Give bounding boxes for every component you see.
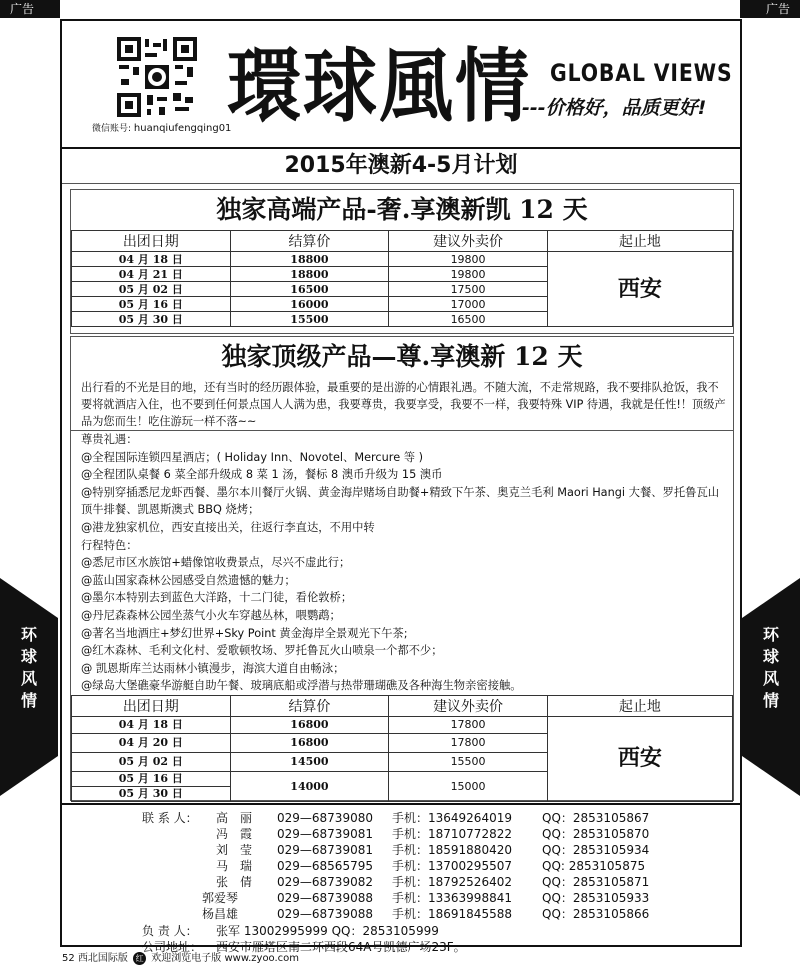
- header-retail: 建议外卖价: [389, 231, 548, 252]
- table-row: 05 月 30 日: [72, 786, 733, 801]
- footer-link[interactable]: 欢迎浏览电子版 www.zyoo.com: [151, 953, 300, 964]
- detail-line: @丹尼森森林公园坐蒸气小火车穿越丛林，喂鹦鹉；: [81, 608, 341, 622]
- ad-frame: [60, 19, 742, 954]
- product-intro: 出行看的不光是目的地，还有当时的经历跟体验，最重要的是出游的心情跟礼遇。不随大流，不走常规路，我不要排队抢饭，我不要将就酒店入住，也不要到任何景点国人人满为患，我要尊贵，我要享受，我要不一样，我要特殊 VIP 待遇，我就是任性!！顶级产品为您而生！吃住游玩一样不落~~: [71, 377, 733, 431]
- destination: 西安: [547, 716, 732, 801]
- table-row: 05 月 16 日 16000 17000: [72, 297, 733, 312]
- product-title-1: 独家高端产品-奢.享澳新凯 12 天: [216, 195, 588, 224]
- brand-slogan: ---价格好，品质更好!: [522, 97, 707, 119]
- qr-code-icon[interactable]: [117, 37, 197, 117]
- detail-line: 尊贵礼遇：: [81, 433, 138, 446]
- brand-logo-title: 環球風情: [227, 40, 531, 134]
- contacts: 联 系 人： 高 丽 029—68739080 手机：13649264019 QQ：2853105867 冯 霞 029—68739081 手机：18710772822 QQ：2853105870 刘 莹 029—68739081 手机：18591880420 QQ：2853105934 马 瑞 029—68565795 手机：13700295507 QQ: 2853105875 张 倩 029—68739082 手机：18792526402 QQ：2853105871 郭爱琴 029—68739088 手机：13363998841 QQ：2853105933 杨昌雄 029—68739088 手机：18691845588 QQ：2853105866 负 责 人： 张军 13002995999 QQ：2853105999 公司地址： 西安市雁塔区南二环西段64A号凯德广场23F。: [62, 803, 740, 947]
- side-char: 情: [762, 691, 779, 710]
- detail-line: @全程团队桌餐 6 菜全部升级成 8 菜 1 汤，餐标 8 澳币升级为 15 澳币: [81, 468, 443, 482]
- detail-line: @悉尼市区水族馆+蜡像馆收费景点，尽兴不虚此行；: [81, 556, 351, 570]
- price-table-2: [71, 695, 733, 802]
- price-table-1: [71, 230, 733, 327]
- red-badge-icon: 红: [133, 952, 146, 965]
- detail-line: @著名当地酒庄+梦幻世界+Sky Point 黄金海岸全景观光下午茶;: [81, 626, 408, 640]
- product-section-2: [70, 336, 734, 801]
- product-section-1: [70, 189, 734, 334]
- wechat-account: 微信账号: huanqiufengqing01: [92, 123, 232, 134]
- side-char: 环: [20, 625, 37, 644]
- table-row: 04 月 18 日 16800 17800 西安: [72, 716, 733, 733]
- detail-line: @港龙独家机位，西安直接出关，往返行李直达，不用中转: [81, 520, 375, 534]
- page-number: 52: [62, 953, 75, 964]
- header-retail: 建议外卖价: [389, 695, 548, 716]
- table-row: 04 月 21 日 18800 19800: [72, 267, 733, 282]
- side-char: 球: [762, 647, 779, 666]
- brand-english: GLOBAL VIEWS: [550, 59, 733, 87]
- side-char: 风: [20, 669, 37, 688]
- detail-line: @墨尔本特别去到蓝色大洋路，十二门徒，看伦敦桥；: [81, 591, 353, 605]
- ad-label-right: 广告: [740, 0, 800, 18]
- edition: 西北国际版: [77, 953, 128, 964]
- ad-label-left: 广告: [0, 0, 60, 18]
- header-dest: 起止地: [547, 231, 732, 252]
- detail-line: @绿岛大堡礁豪华游艇自助午餐、玻璃底船或浮潜与热带珊瑚礁及各种海生物亲密接触。: [81, 679, 522, 693]
- footer: [62, 949, 299, 965]
- side-tab-right: [742, 578, 800, 796]
- header-date: 出团日期: [72, 695, 231, 716]
- table-row: 05 月 02 日 14500 15500: [72, 752, 733, 771]
- page-title: 2015年澳新4-5月计划: [62, 149, 740, 184]
- table-row: 04 月 18 日 18800 19800 西安: [72, 252, 733, 267]
- table-row: 05 月 16 日 14000 15000: [72, 771, 733, 786]
- side-char: 风: [762, 669, 779, 688]
- header-net: 结算价: [230, 695, 389, 716]
- detail-line: @全程国际连锁四星酒店；( Holiday Inn、Novotel、Mercure 等 ): [81, 450, 424, 464]
- detail-line: @特别穿插悉尼龙虾西餐、墨尔本川餐厅火锅、黄金海岸赌场自助餐+精致下午茶、奥克兰毛利 Maori Hangi 大餐、罗托鲁瓦山顶牛排餐、凯恩斯澳式 BBQ 烧烤；: [81, 485, 720, 517]
- destination: 西安: [547, 252, 732, 327]
- side-char: 情: [20, 691, 37, 710]
- header: [62, 21, 740, 149]
- product-details: [71, 431, 733, 695]
- header-date: 出团日期: [72, 231, 231, 252]
- side-char: 环: [762, 625, 779, 644]
- table-row: 05 月 02 日 16500 17500: [72, 282, 733, 297]
- product-title-2: 独家顶级产品—尊.享澳新 12 天: [221, 342, 583, 371]
- detail-line: @蓝山国家森林公园感受自然遗憾的魅力；: [81, 573, 296, 587]
- header-dest: 起止地: [547, 695, 732, 716]
- detail-line: @红木森林、毛利文化村、爱歌顿牧场、罗托鲁瓦火山喷泉一个都不少；: [81, 644, 443, 658]
- table-row: 05 月 30 日 15500 16500: [72, 312, 733, 327]
- detail-line: 行程特色：: [81, 538, 138, 552]
- detail-line: @ 凯恩斯库兰达雨林小镇漫步，海滨大道自由畅泳；: [81, 661, 345, 675]
- table-row: 04 月 20 日 16800 17800: [72, 733, 733, 752]
- side-tab-left: [0, 578, 58, 796]
- header-net: 结算价: [230, 231, 389, 252]
- side-char: 球: [20, 647, 37, 666]
